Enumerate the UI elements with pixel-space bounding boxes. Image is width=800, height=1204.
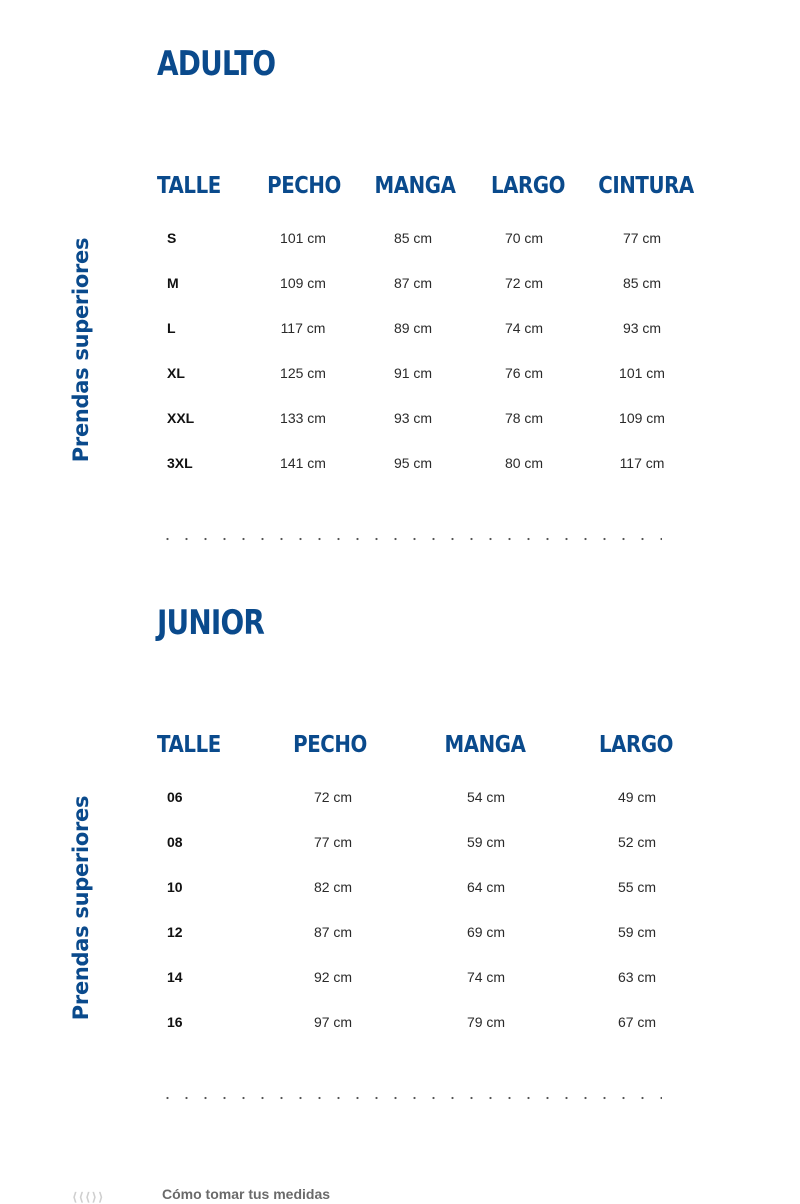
length-cell: 74 cm [504,320,544,336]
size-cell: 06 [167,789,183,805]
size-cell: XXL [167,410,195,426]
adult-header-pecho: PECHO [267,173,341,199]
chest-cell: 82 cm [313,879,353,895]
size-cell: L [167,320,176,336]
sleeve-cell: 93 cm [393,410,433,426]
length-cell: 72 cm [504,275,544,291]
adult-header-cintura: CINTURA [598,173,694,199]
length-cell: 78 cm [504,410,544,426]
adult-header-largo: LARGO [490,173,566,199]
length-cell: 49 cm [617,789,657,805]
size-cell: 10 [167,879,183,895]
chest-cell: 133 cm [280,410,326,426]
junior-title: JUNIOR [157,603,264,643]
chest-cell: 92 cm [313,969,353,985]
waist-cell: 85 cm [622,275,662,291]
length-cell: 59 cm [617,924,657,940]
size-cell: XL [167,365,185,381]
chest-cell: 77 cm [313,834,353,850]
sleeve-cell: 64 cm [466,879,506,895]
dotted-divider [158,537,662,541]
junior-header-pecho: PECHO [293,732,367,758]
size-cell: 08 [167,834,183,850]
length-cell: 70 cm [504,230,544,246]
sleeve-cell: 59 cm [466,834,506,850]
adult-header-talle: TALLE [157,173,221,199]
chest-cell: 117 cm [280,320,326,336]
size-cell: 16 [167,1014,183,1030]
waist-cell: 77 cm [622,230,662,246]
sleeve-cell: 95 cm [393,455,433,471]
length-cell: 80 cm [504,455,544,471]
length-cell: 55 cm [617,879,657,895]
adult-side-label: Prendas superiores [69,237,93,463]
how-to-measure-link[interactable]: Cómo tomar tus medidas [162,1186,331,1202]
ruler-icon: ⟨⟨⟨⟩⟩ [72,1190,105,1204]
length-cell: 76 cm [504,365,544,381]
waist-cell: 109 cm [619,410,665,426]
length-cell: 52 cm [617,834,657,850]
sleeve-cell: 85 cm [393,230,433,246]
length-cell: 67 cm [617,1014,657,1030]
waist-cell: 93 cm [622,320,662,336]
dotted-divider [158,1096,662,1100]
adult-title: ADULTO [157,44,276,84]
size-cell: 12 [167,924,183,940]
sleeve-cell: 87 cm [393,275,433,291]
size-cell: 14 [167,969,183,985]
chest-cell: 72 cm [313,789,353,805]
chest-cell: 97 cm [313,1014,353,1030]
sleeve-cell: 91 cm [393,365,433,381]
chest-cell: 101 cm [280,230,326,246]
sleeve-cell: 89 cm [393,320,433,336]
chest-cell: 87 cm [313,924,353,940]
adult-header-manga: MANGA [374,173,456,199]
chest-cell: 109 cm [280,275,326,291]
sleeve-cell: 54 cm [466,789,506,805]
junior-header-largo: LARGO [598,732,674,758]
sleeve-cell: 69 cm [466,924,506,940]
sleeve-cell: 74 cm [466,969,506,985]
junior-header-talle: TALLE [157,732,221,758]
waist-cell: 117 cm [619,455,665,471]
waist-cell: 101 cm [619,365,665,381]
chest-cell: 125 cm [280,365,326,381]
sleeve-cell: 79 cm [466,1014,506,1030]
size-cell: S [167,230,177,246]
junior-side-label: Prendas superiores [69,795,93,1021]
junior-header-manga: MANGA [444,732,526,758]
size-cell: M [167,275,179,291]
length-cell: 63 cm [617,969,657,985]
chest-cell: 141 cm [280,455,326,471]
size-cell: 3XL [167,455,193,471]
